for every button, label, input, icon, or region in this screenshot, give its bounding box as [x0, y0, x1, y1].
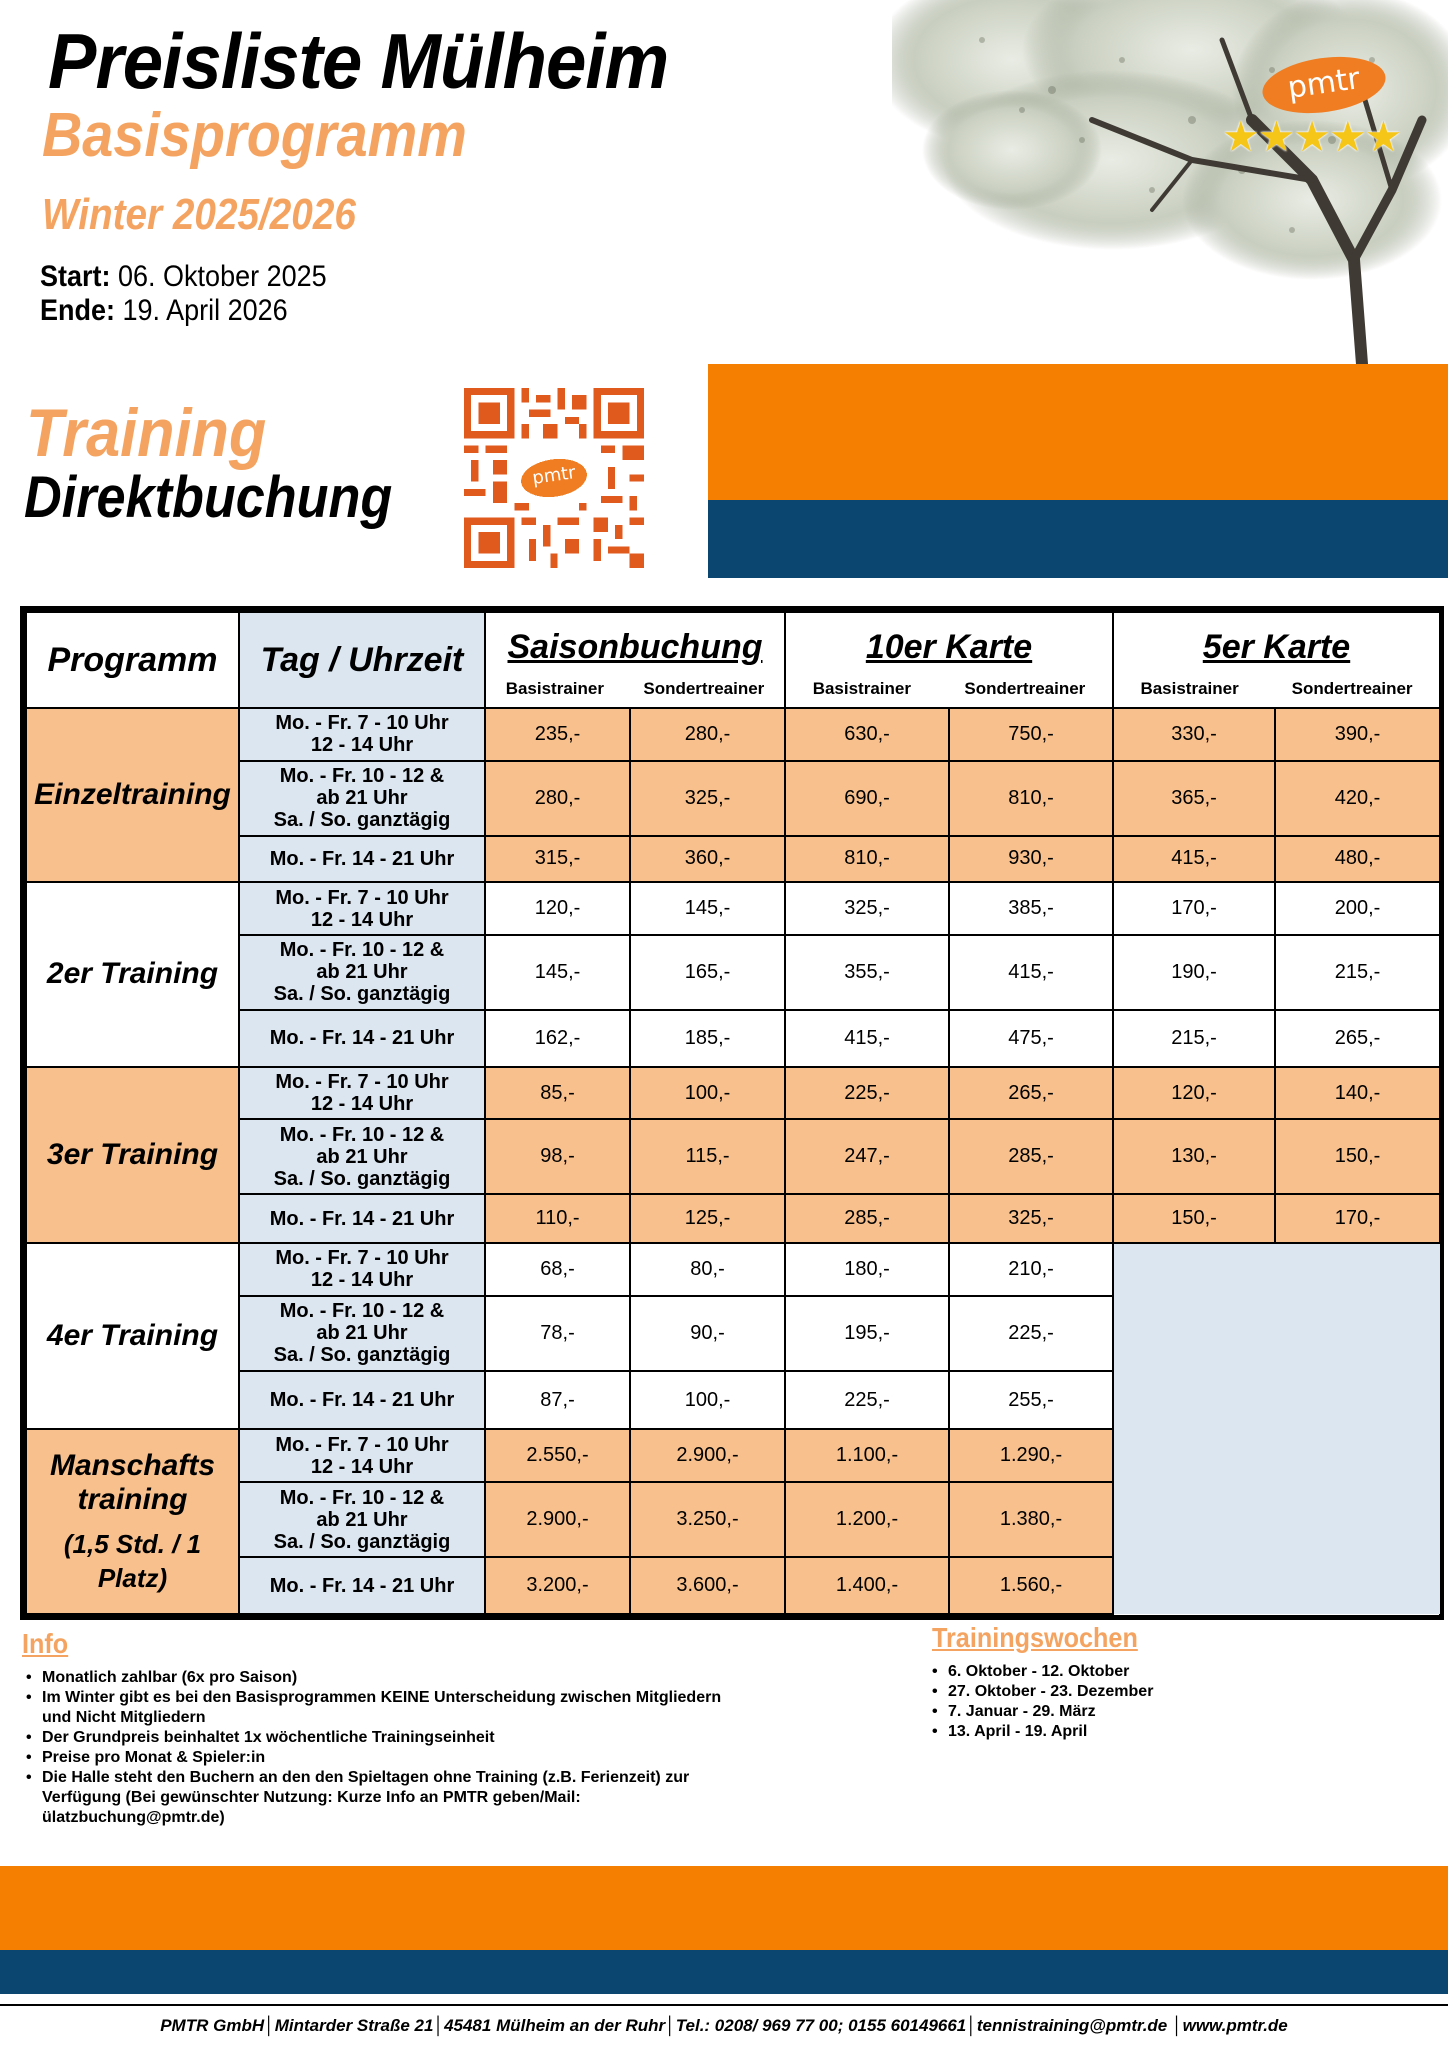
- price-cell: 170,-: [1113, 882, 1275, 935]
- table-row: [26, 1067, 1440, 1120]
- price-cell: 200,-: [1275, 882, 1440, 935]
- price-cell: 810,-: [785, 836, 949, 883]
- table-row: [26, 1010, 1440, 1067]
- footer-divider: [0, 2004, 1448, 2006]
- time-slot: Mo. - Fr. 7 - 10 Uhr 12 - 14 Uhr: [239, 1067, 485, 1120]
- price-cell: 415,-: [785, 1010, 949, 1067]
- price-cell: 750,-: [949, 708, 1113, 761]
- price-cell: 3.250,-: [630, 1482, 785, 1557]
- price-cell: 98,-: [485, 1119, 630, 1194]
- table-row: [26, 761, 1440, 836]
- price-cell: 235,-: [485, 708, 630, 761]
- price-cell: 85,-: [485, 1067, 630, 1120]
- col-header-tag-uhrzeit: Tag / Uhrzeit: [239, 612, 485, 708]
- price-table: [20, 606, 1444, 1620]
- price-cell: 630,-: [785, 708, 949, 761]
- price-cell: 255,-: [949, 1371, 1113, 1430]
- price-cell: 415,-: [1113, 836, 1275, 883]
- time-slot: Mo. - Fr. 10 - 12 & ab 21 Uhr Sa. / So. ganztägig: [239, 1296, 485, 1371]
- direktbuchung-heading: Direktbuchung: [24, 465, 393, 530]
- price-cell: 210,-: [949, 1243, 1113, 1296]
- table-row: [26, 1243, 1440, 1296]
- price-cell: 365,-: [1113, 761, 1275, 836]
- trainingswochen-list: [932, 1662, 1153, 1742]
- price-cell: 140,-: [1275, 1067, 1440, 1120]
- price-cell: 3.600,-: [630, 1557, 785, 1614]
- price-cell: 315,-: [485, 836, 630, 883]
- price-cell: 115,-: [630, 1119, 785, 1194]
- price-cell: 225,-: [785, 1067, 949, 1120]
- price-cell: 195,-: [785, 1296, 949, 1371]
- tree-image: [892, 0, 1448, 364]
- price-cell: 165,-: [630, 935, 785, 1010]
- price-cell: 1.290,-: [949, 1429, 1113, 1482]
- time-slot: Mo. - Fr. 10 - 12 & ab 21 Uhr Sa. / So. ganztägig: [239, 761, 485, 836]
- table-row: [26, 935, 1440, 1010]
- price-cell: 2.550,-: [485, 1429, 630, 1482]
- orange-band-bottom: [0, 1866, 1448, 1950]
- price-cell: 265,-: [1275, 1010, 1440, 1067]
- season-label: Winter 2025/2026: [42, 190, 356, 239]
- price-cell: 100,-: [630, 1371, 785, 1430]
- table-row: [26, 1119, 1440, 1194]
- price-cell: 2.900,-: [630, 1429, 785, 1482]
- time-slot: Mo. - Fr. 7 - 10 Uhr 12 - 14 Uhr: [239, 882, 485, 935]
- program-name: [26, 1429, 239, 1614]
- price-cell: 225,-: [949, 1296, 1113, 1371]
- table-row: [26, 882, 1440, 935]
- season-dates: [40, 260, 327, 328]
- sub-header-sondertrainer: Sondertreainer: [964, 678, 1086, 698]
- price-cell: 180,-: [785, 1243, 949, 1296]
- price-table-grid: [25, 611, 1441, 1615]
- price-cell: 1.400,-: [785, 1557, 949, 1614]
- time-slot: Mo. - Fr. 7 - 10 Uhr 12 - 14 Uhr: [239, 1429, 485, 1482]
- price-cell: 68,-: [485, 1243, 630, 1296]
- price-cell: 145,-: [630, 882, 785, 935]
- page-title: Preisliste Mülheim: [48, 17, 669, 105]
- time-slot: Mo. - Fr. 14 - 21 Uhr: [239, 1010, 485, 1067]
- time-slot: Mo. - Fr. 10 - 12 & ab 21 Uhr Sa. / So. ganztägig: [239, 1119, 485, 1194]
- rating-stars-icon: ★★★★★: [1222, 113, 1401, 160]
- group-title-5er-karte: 5er Karte: [1202, 627, 1351, 666]
- program-title: 4er Training: [46, 1319, 219, 1353]
- price-cell: 285,-: [785, 1194, 949, 1243]
- program-name: [26, 1067, 239, 1243]
- price-cell: 390,-: [1275, 708, 1440, 761]
- info-item: • Preise pro Monat & Spieler:in: [26, 1748, 746, 1768]
- training-heading: Training: [26, 395, 267, 471]
- col-header-5er-karte: [1113, 612, 1440, 708]
- price-cell: 480,-: [1275, 836, 1440, 883]
- program-title: Manschafts training: [49, 1448, 216, 1516]
- sub-header-sondertrainer: Sondertreainer: [643, 678, 765, 698]
- price-cell: 215,-: [1113, 1010, 1275, 1067]
- sub-header-basistrainer: Basistrainer: [1140, 678, 1239, 698]
- price-cell: 120,-: [1113, 1067, 1275, 1120]
- price-cell: 100,-: [630, 1067, 785, 1120]
- time-slot: Mo. - Fr. 7 - 10 Uhr 12 - 14 Uhr: [239, 1243, 485, 1296]
- info-item: • Die Halle steht den Buchern an den den Spieltagen ohne Training (z.B. Ferienzeit) zur Verfügung (Bei gewünschter Nutzung: Kurze Info an PMTR geben/Mail: ülatzbuchung@pmtr.de): [26, 1768, 746, 1828]
- info-heading: Info: [22, 1628, 69, 1659]
- price-cell: 280,-: [630, 708, 785, 761]
- price-cell: 130,-: [1113, 1119, 1275, 1194]
- price-cell: 325,-: [949, 1194, 1113, 1243]
- info-item: • Der Grundpreis beinhaltet 1x wöchentliche Trainingseinheit: [26, 1728, 746, 1748]
- navy-band-bottom: [0, 1950, 1448, 1994]
- price-cell: 78,-: [485, 1296, 630, 1371]
- info-item: • Monatlich zahlbar (6x pro Saison): [26, 1668, 746, 1688]
- col-header-programm: Programm: [26, 612, 239, 708]
- sub-header-basistrainer: Basistrainer: [505, 678, 604, 698]
- info-item: • Im Winter gibt es bei den Basisprogrammen KEINE Unterscheidung zwischen Mitgliedern und Nicht Mitgliedern: [26, 1688, 746, 1728]
- price-cell: 360,-: [630, 836, 785, 883]
- table-row: [26, 708, 1440, 761]
- program-title: 2er Training: [46, 957, 219, 991]
- start-date: 06. Oktober 2025: [118, 260, 327, 293]
- end-date: 19. April 2026: [122, 294, 288, 327]
- table-row: [26, 836, 1440, 883]
- price-cell: 325,-: [785, 882, 949, 935]
- price-cell: 330,-: [1113, 708, 1275, 761]
- price-cell: 247,-: [785, 1119, 949, 1194]
- program-name: [26, 882, 239, 1066]
- price-cell: 80,-: [630, 1243, 785, 1296]
- price-cell: 475,-: [949, 1010, 1113, 1067]
- info-list: [26, 1668, 746, 1828]
- price-cell: 90,-: [630, 1296, 785, 1371]
- group-title-saisonbuchung: Saisonbuchung: [507, 627, 763, 666]
- time-slot: Mo. - Fr. 14 - 21 Uhr: [239, 836, 485, 883]
- price-cell: 110,-: [485, 1194, 630, 1243]
- group-title-10er-karte: 10er Karte: [865, 627, 1033, 666]
- time-slot: Mo. - Fr. 14 - 21 Uhr: [239, 1371, 485, 1430]
- price-cell: 150,-: [1113, 1194, 1275, 1243]
- price-cell: 1.380,-: [949, 1482, 1113, 1557]
- price-cell: 162,-: [485, 1010, 630, 1067]
- price-cell: 2.900,-: [485, 1482, 630, 1557]
- program-name: [26, 708, 239, 882]
- price-cell: 690,-: [785, 761, 949, 836]
- footer-contact: PMTR GmbH│Mintarder Straße 21│45481 Mülheim an der Ruhr│Tel.: 0208/ 969 77 00; 0155 60149661│tennistraining@pmtr.de │www.pmtr.de: [160, 2016, 1288, 2035]
- time-slot: Mo. - Fr. 10 - 12 & ab 21 Uhr Sa. / So. ganztägig: [239, 935, 485, 1010]
- price-cell: 810,-: [949, 761, 1113, 836]
- navy-band-top: [708, 500, 1448, 578]
- price-cell: 285,-: [949, 1119, 1113, 1194]
- time-slot: Mo. - Fr. 10 - 12 & ab 21 Uhr Sa. / So. ganztägig: [239, 1482, 485, 1557]
- col-header-saisonbuchung: [485, 612, 785, 708]
- price-cell: 170,-: [1275, 1194, 1440, 1243]
- week-item: • 6. Oktober - 12. Oktober: [932, 1662, 1153, 1682]
- price-cell: 415,-: [949, 935, 1113, 1010]
- price-cell: 280,-: [485, 761, 630, 836]
- qr-logo: pmtr: [531, 462, 577, 489]
- trainingswochen-heading: Trainingswochen: [932, 1622, 1138, 1653]
- end-label: Ende:: [40, 294, 116, 327]
- week-item: • 27. Oktober - 23. Dezember: [932, 1682, 1153, 1702]
- program-title: Einzeltraining: [34, 778, 231, 812]
- price-cell: 1.100,-: [785, 1429, 949, 1482]
- table-row: [26, 1194, 1440, 1243]
- price-cell: 145,-: [485, 935, 630, 1010]
- program-title: 3er Training: [46, 1137, 219, 1171]
- time-slot: Mo. - Fr. 14 - 21 Uhr: [239, 1557, 485, 1614]
- sub-header-basistrainer: Basistrainer: [812, 678, 911, 698]
- orange-band-top: [708, 364, 1448, 500]
- price-cell: 355,-: [785, 935, 949, 1010]
- col-header-10er-karte: [785, 612, 1113, 708]
- price-cell: 150,-: [1275, 1119, 1440, 1194]
- price-cell: 3.200,-: [485, 1557, 630, 1614]
- program-name: [26, 1243, 239, 1429]
- price-cell: 385,-: [949, 882, 1113, 935]
- price-cell: 1.560,-: [949, 1557, 1113, 1614]
- week-item: • 13. April - 19. April: [932, 1722, 1153, 1742]
- pmtr-logo: pmtr: [1259, 50, 1389, 121]
- time-slot: Mo. - Fr. 7 - 10 Uhr 12 - 14 Uhr: [239, 708, 485, 761]
- price-cell: 125,-: [630, 1194, 785, 1243]
- week-item: • 7. Januar - 29. März: [932, 1702, 1153, 1722]
- sub-header-sondertrainer: Sondertreainer: [1291, 678, 1413, 698]
- program-note: (1,5 Std. / 1 Platz): [63, 1528, 202, 1593]
- price-cell: 930,-: [949, 836, 1113, 883]
- price-cell: 87,-: [485, 1371, 630, 1430]
- start-label: Start:: [40, 260, 111, 293]
- price-cell: 215,-: [1275, 935, 1440, 1010]
- price-cell: 420,-: [1275, 761, 1440, 836]
- price-cell: 185,-: [630, 1010, 785, 1067]
- empty-5er-area: [1113, 1243, 1440, 1614]
- price-cell: 225,-: [785, 1371, 949, 1430]
- time-slot: Mo. - Fr. 14 - 21 Uhr: [239, 1194, 485, 1243]
- price-cell: 190,-: [1113, 935, 1275, 1010]
- price-cell: 325,-: [630, 761, 785, 836]
- page-subtitle: Basisprogramm: [42, 101, 467, 170]
- price-cell: 265,-: [949, 1067, 1113, 1120]
- price-cell: 120,-: [485, 882, 630, 935]
- price-cell: 1.200,-: [785, 1482, 949, 1557]
